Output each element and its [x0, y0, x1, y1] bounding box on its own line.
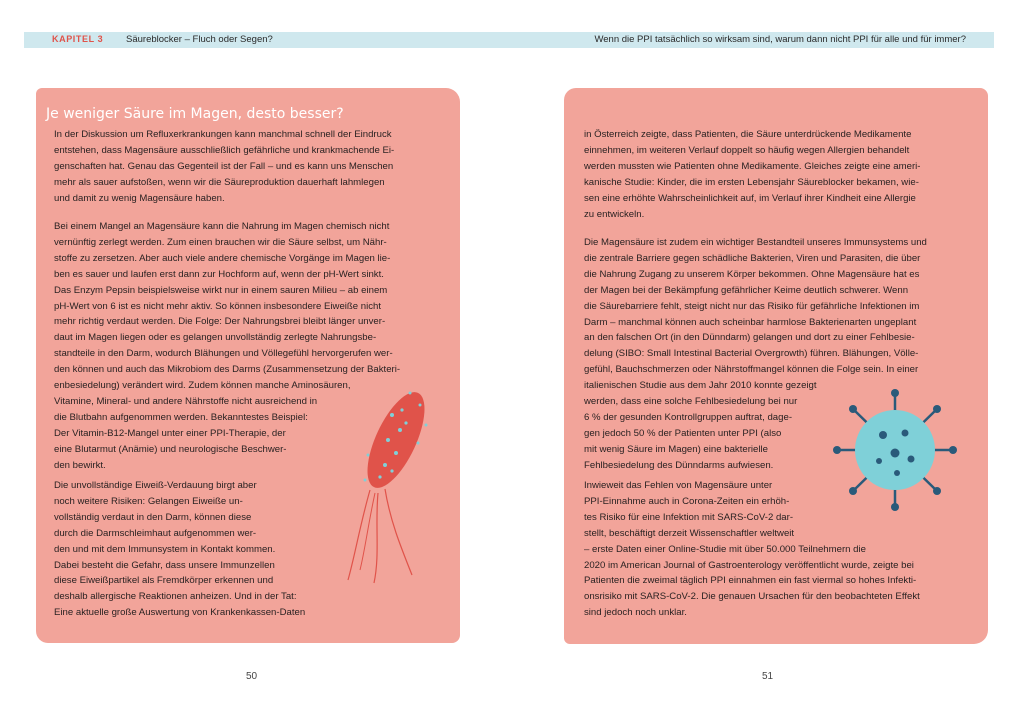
page-number-right: 51: [762, 671, 774, 682]
right-paragraph-1: in Österreich zeigte, dass Patienten, die Säure unterdrückende Medikamente einnehmen, im weiteren Verlauf doppelt so häufig wegen Allergien behandelt werden mussten wie Patienten ohne Medikamente. Gleiches zeigte eine ameri- kanische Studie: Kinder, die im ersten Lebensjahr Säureblocker bekamen, wie- sen eine erhöhte Wahrscheinlichkeit auf, im Verlauf ihrer Kindheit eine Allergie zu entwickeln.: [584, 129, 921, 220]
chapter-title: Säureblocker – Fluch oder Segen?: [126, 34, 273, 45]
left-paragraph-1: In der Diskussion um Refluxerkrankungen kann manchmal schnell der Eindruck entstehen, dass Magensäure ausschließlich gefährliche und krankmachende Ei- genschaften hat. Genau das Gegenteil ist der Fall – und es kann uns Menschen mehr als sauer aufstoßen, wenn wir die Säureproduktion dauerhaft lahmlegen und damit zu wenig Magensäure haben.: [54, 129, 395, 204]
section-running-title: Wenn die PPI tatsächlich so wirksam sind, warum dann nicht PPI für alle und für immer?: [594, 34, 966, 45]
virus-illustration: [825, 385, 965, 515]
right-paragraph-2: Die Magensäure ist zudem ein wichtiger Bestandteil unseres Immunsystems und die zentrale Barriere gegen schädliche Bakterien, Viren und Parasiten, die über die Nahrung Zugang zu unserem Körper bekommen. Ohne Magensäure hat es der Magen bei der Bekämpfung gefährlicher Keime deutlich schwerer. Wenn die Säurebarriere fehlt, steigt nicht nur das Risiko für gefährliche Infektionen im Darm – manchmal können auch scheinbar harmlose Bakterienarten ungeplant an den falschen Ort (in den Dünndarm) gelangen und dort zu einer Fehlbesie- delung (SIBO: Small Intestinal Bacterial Overgrowth) führen. Blähungen, Völle- gefühl, Bauchschmerzen oder Nährstoffmangel können die Folge sein. In einer italienischen Studie aus dem Jahr 2010 konnte gezeigt werden, dass eine solche Fehlbesiedelung bei nur 6 % der gesunden Kontrollgruppen auftrat, dage- gen jedoch 50 % der Patienten unter PPI (also mit wenig Säure im Magen) eine bakterielle Fehlbesiedelung des Dünndarms aufwiesen.: [584, 237, 927, 471]
section-heading: Je weniger Säure im Magen, desto besser?: [46, 106, 344, 122]
left-paragraph-2: Bei einem Mangel an Magensäure kann die Nahrung im Magen chemisch nicht vernünftig zerlegt werden. Zum einen brauchen wir die Säure selbst, um Nähr- stoffe zu zersetzen. Aber auch viele andere chemische Vorgänge im Magen lie- ben es sauer und laufen erst dann zur Hochform auf, wenn der pH-Wert sinkt. Das Enzym Pepsin beispielsweise wirkt nur in einem sauren Milieu – ab einem pH-Wert von 6 ist es nicht mehr aktiv. So können insbesondere Eiweiße nicht mehr richtig verdaut werden. Die Folge: Der Nahrungsbrei bleibt länger unver- daut im Magen liegen oder es gelangen unvollständig zerlegte Nahrungsbe- standteile in den Darm, wodurch Blähungen und Völlegefühl hervorgerufen wer- den können und auch das Mikrobiom des Darms (Zusammensetzung der Bakteri- enbesiedelung) verändert wird. Zudem können manche Aminosäuren, Vitamine, Mineral- und andere Nährstoffe nicht ausreichend in die Blutbahn aufgenommen werden. Bekanntestes Beispiel: Der Vitamin-B12-Mangel unter einer PPI-Therapie, der eine Blutarmut (Anämie) und neurologische Beschwer- den bewirkt.: [54, 221, 401, 471]
running-header: [24, 32, 994, 48]
bacterium-illustration: [330, 385, 440, 585]
chapter-label: KAPITEL 3: [52, 34, 104, 44]
left-paragraph-3: Die unvollständige Eiweiß-Verdauung birgt aber noch weitere Risiken: Gelangen Eiweiße un- vollständig verdaut in den Darm, können diese durch die Darmschleimhaut aufgenommen wer- den und mit dem Immunsystem in Kontakt kommen. Dabei besteht die Gefahr, dass unsere Immunzellen diese Eiweißpartikel als Fremdkörper erkennen und deshalb allergische Reaktionen anheizen. Und in der Tat: Eine aktuelle große Auswertung von Krankenkassen-Daten: [54, 480, 306, 619]
right-paragraph-3: Inwieweit das Fehlen von Magensäure unter PPI-Einnahme auch in Corona-Zeiten ein erhöh- tes Risiko für eine Infektion mit SARS-CoV-2 dar- stellt, beschäftigt derzeit Wissenschaftler weltweit – erste Daten einer Online-Studie mit über 50.000 Teilnehmern die 2020 im American Journal of Gastroenterology veröffentlicht wurde, zeigte bei Patienten die zweimal täglich PPI einnahmen ein fast viermal so hohes Infekti- onsrisiko mit SARS-CoV-2. Die genauen Ursachen für den beobachteten Effekt sind jedoch noch unklar.: [584, 480, 920, 619]
page-number-left: 50: [246, 671, 258, 682]
